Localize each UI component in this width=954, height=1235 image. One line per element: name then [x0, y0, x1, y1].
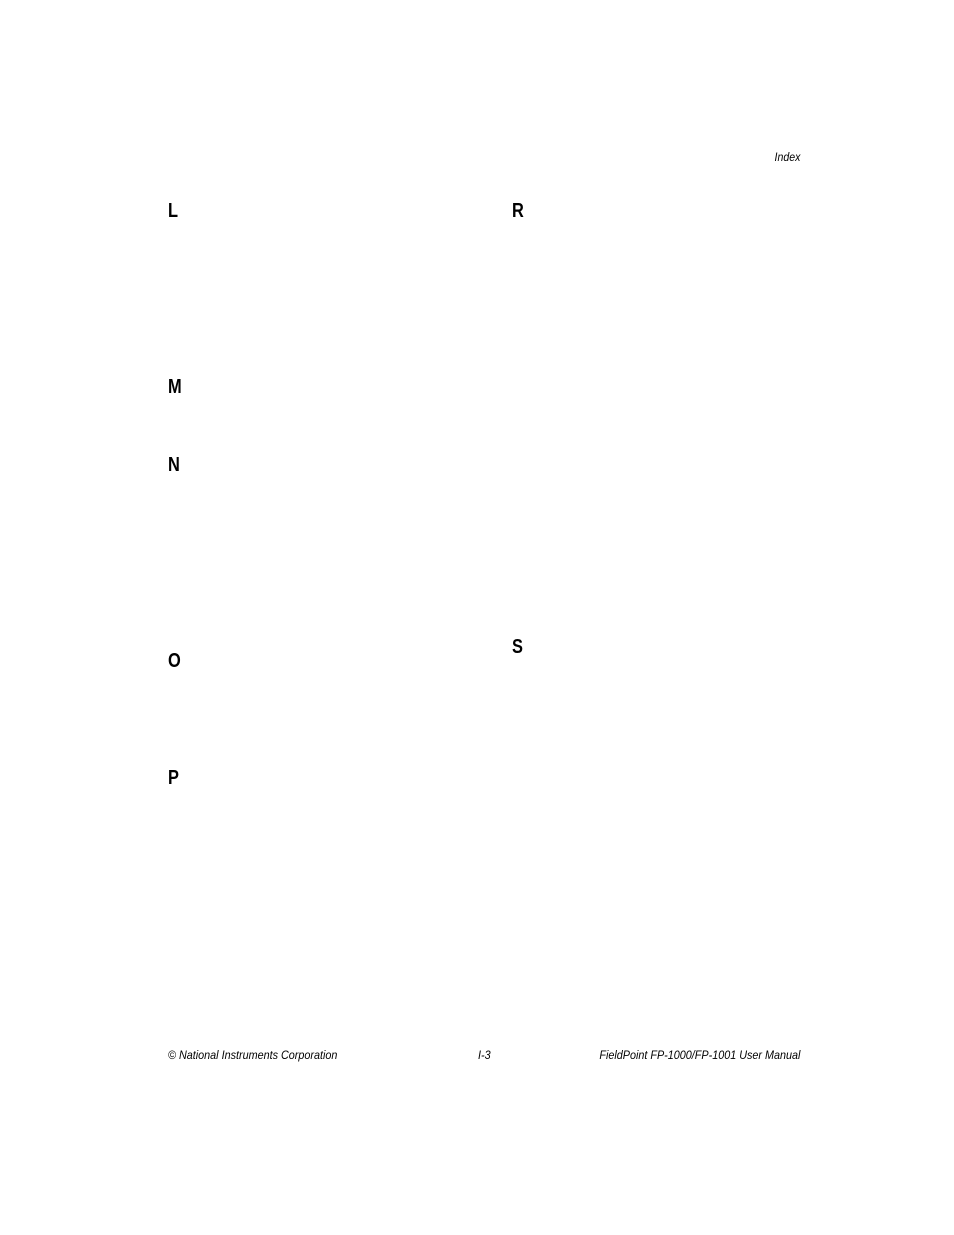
running-header: Index: [774, 150, 800, 164]
index-letter-l: L: [168, 200, 179, 222]
index-letter-m: M: [168, 376, 182, 398]
footer-manual-title: FieldPoint FP-1000/FP-1001 User Manual: [598, 1048, 800, 1062]
index-letter-s: S: [512, 636, 523, 658]
index-letter-o: O: [168, 650, 181, 672]
footer-page-number: I-3: [478, 1048, 491, 1062]
index-letter-r: R: [512, 200, 524, 222]
footer-copyright: © National Instruments Corporation: [168, 1048, 338, 1062]
index-letter-p: P: [168, 767, 179, 789]
index-letter-n: N: [168, 454, 180, 476]
